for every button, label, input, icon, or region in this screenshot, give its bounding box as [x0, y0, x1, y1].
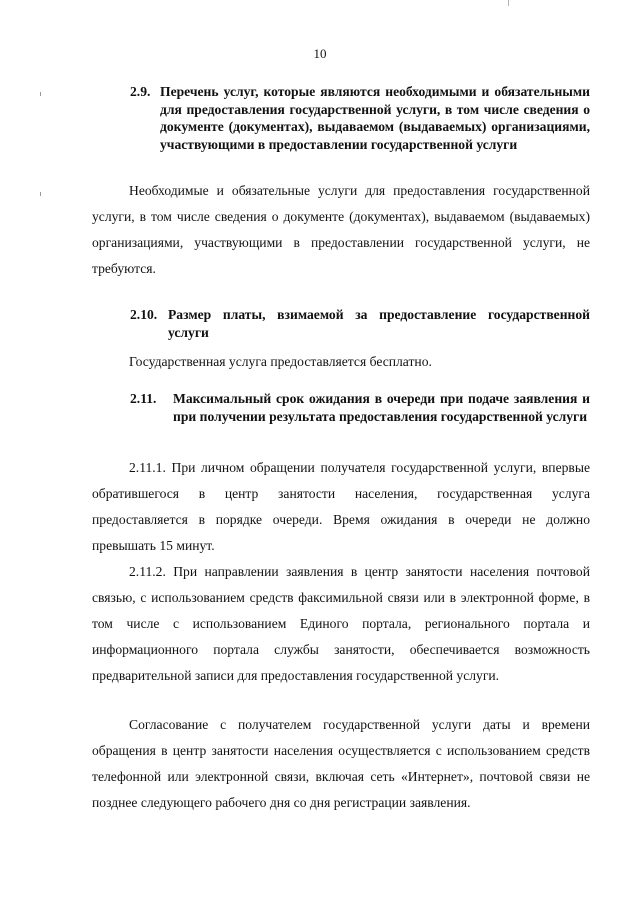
scan-mark [40, 192, 41, 196]
paragraph: 2.11.2. При направлении заявления в центр занятости населения почтовой связью, с использованием средств факсимильной связи или в электронной форме, в том числе с использованием Единого портала, регионального портала и информационного портала службы занятости, обеспечивается возможность предварительной записи для предоставления государственной услуги. [92, 564, 590, 683]
section-heading-2-11 [130, 390, 590, 425]
page-number: 10 [313, 46, 327, 61]
section-number: 2.9. [130, 84, 151, 99]
section-number: 2.11. [130, 391, 157, 406]
section-title: Максимальный срок ожидания в очереди при подаче заявления и при получении результата предоставления государственной услуги [173, 391, 590, 424]
paragraph: Согласование с получателем государственной услуги даты и времени обращения в центр занятости населения осуществляется с использованием средств телефонной или электронной связи, включая сеть «Интернет», почтовой связи не позднее следующего рабочего дня со дня регистрации заявления. [92, 717, 590, 810]
paragraph: Необходимые и обязательные услуги для предоставления государственной услуги, в том числе сведения о документе (документах), выдаваемом (выдаваемых) организациями, участвующими в предоставлении государственной услуги, не требуются. [92, 183, 590, 276]
section-title: Размер платы, взимаемой за предоставление государственной услуги [168, 307, 590, 340]
paragraph: Государственная услуга предоставляется бесплатно. [129, 354, 432, 369]
paragraph: 2.11.1. При личном обращении получателя государственной услуги, впервые обратившегося в центр занятости населения, государственная услуга предоставляется в порядке очереди. Время ожидания в очереди не должно превышать 15 минут. [92, 460, 590, 553]
section-number: 2.10. [130, 307, 158, 322]
section-heading-2-9 [130, 83, 590, 153]
scan-mark [508, 0, 509, 6]
section-title: Перечень услуг, которые являются необходимыми и обязательными для предоставления государственной услуги, в том числе сведения о документе (документах), выдаваемом (выдаваемых) организациями, участвующими в предоставлении государственной услуги [160, 84, 590, 152]
section-heading-2-10 [130, 306, 590, 341]
scan-mark [40, 92, 41, 96]
